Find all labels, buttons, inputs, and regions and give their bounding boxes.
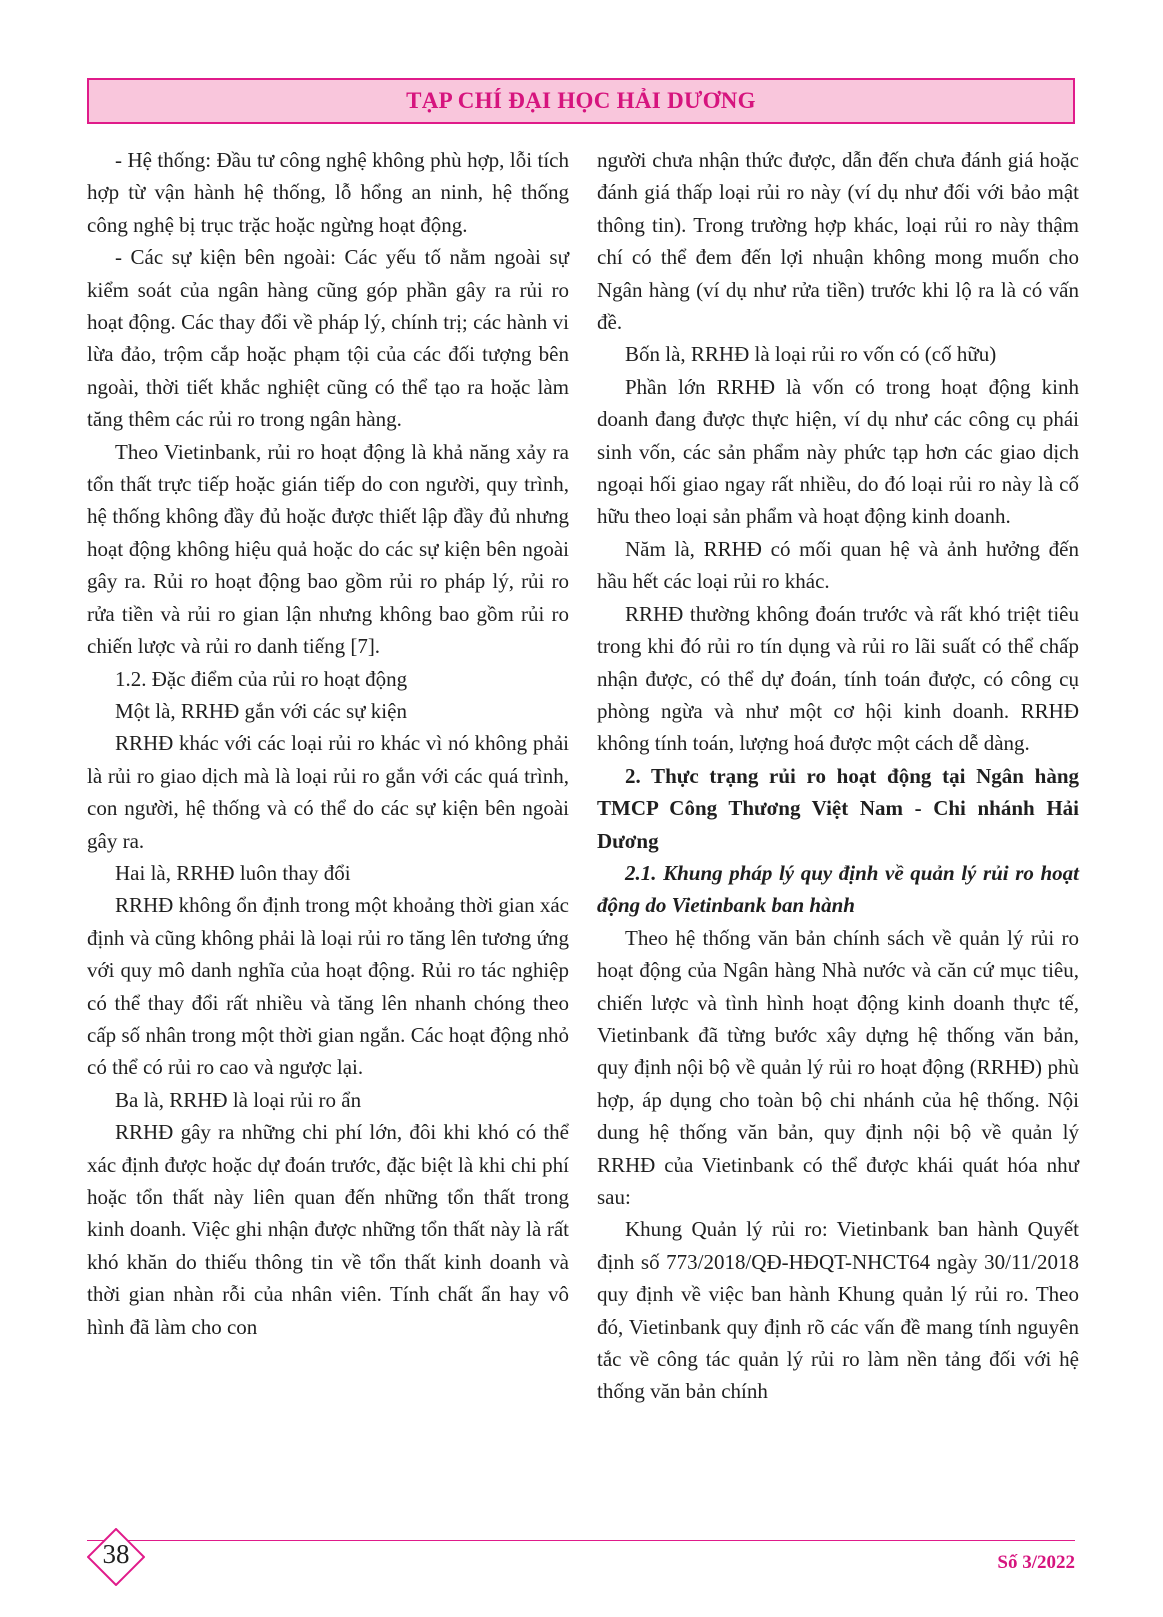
section-heading: 1.2. Đặc điểm của rủi ro hoạt động <box>115 666 408 691</box>
paragraph: Năm là, RRHĐ có mối quan hệ và ảnh hưởng đến hầu hết các loại rủi ro khác. <box>597 536 1079 594</box>
paragraph: Bốn là, RRHĐ là loại rủi ro vốn có (cố hữu) <box>625 342 997 367</box>
journal-header-band <box>87 78 1075 124</box>
paragraph: RRHĐ không ổn định trong một khoảng thời gian xác định và cũng không phải là loại rủi ro tăng lên tương ứng với quy mô danh nghĩa của hoạt động. Rủi ro tác nghiệp có thể thay đổi rất nhiều và tăng lên nhanh chóng theo cấp số nhân trong một thời gian ngắn. Các hoạt động nhỏ có thể có rủi ro cao và ngược lại. <box>87 893 569 1080</box>
footer-rule <box>87 1540 1075 1541</box>
section-heading: 2. Thực trạng rủi ro hoạt động tại Ngân hàng TMCP Công Thương Việt Nam - Chi nhánh Hải Dương <box>597 763 1079 853</box>
paragraph: Một là, RRHĐ gắn với các sự kiện <box>115 698 407 723</box>
paragraph: Theo Vietinbank, rủi ro hoạt động là khả năng xảy ra tổn thất trực tiếp hoặc gián tiếp do con người, quy trình, hệ thống không đầy đủ hoặc được thiết lập đầy đủ nhưng hoạt động không hiệu quả hoặc do các sự kiện bên ngoài gây ra. Rủi ro hoạt động bao gồm rủi ro pháp lý, rủi ro rửa tiền và rủi ro gian lận nhưng không bao gồm rủi ro chiến lược và rủi ro danh tiếng [7]. <box>87 439 569 659</box>
paragraph: Hai là, RRHĐ luôn thay đổi <box>115 860 351 885</box>
issue-label: Số 3/2022 <box>997 1552 1075 1573</box>
paragraph: - Các sự kiện bên ngoài: Các yếu tố nằm ngoài sự kiểm soát của ngân hàng cũng góp phần gây ra rủi ro hoạt động. Các thay đổi về pháp lý, chính trị; các hành vi lừa đảo, trộm cắp hoặc phạm tội của các đối tượng bên ngoài, thời tiết khắc nghiệt cũng có thể tạo ra hoặc làm tăng thêm các rủi ro trong ngân hàng. <box>87 245 569 432</box>
paragraph: RRHĐ gây ra những chi phí lớn, đôi khi khó có thể xác định được hoặc dự đoán trước, đặc biệt là khi chi phí hoặc tổn thất này liên quan đến những tổn thất trong kinh doanh. Việc ghi nhận được những tổn thất này là rất khó khăn do thiếu thông tin về tổn thất kinh doanh và thời gian nhàn rỗi của nhân viên. Tính chất ẩn hay vô hình đã làm cho con <box>87 1120 569 1339</box>
paragraph: Theo hệ thống văn bản chính sách về quản lý rủi ro hoạt động của Ngân hàng Nhà nước và căn cứ mục tiêu, chiến lược và tình hình hoạt động kinh doanh thực tế, Vietinbank đã từng bước xây dựng hệ thống văn bản, quy định nội bộ về quản lý rủi ro hoạt động (RRHĐ) phù hợp, áp dụng cho toàn bộ chi nhánh của hệ thống. Nội dung hệ thống văn bản, quy định nội bộ về quản lý RRHĐ của Vietinbank có thể được khái quát hóa như sau: <box>597 925 1079 1209</box>
paragraph: Phần lớn RRHĐ là vốn có trong hoạt động kinh doanh đang được thực hiện, ví dụ như các công cụ phái sinh vốn, các sản phẩm này phức tạp hơn các giao dịch ngoại hối giao ngay rất nhiều, do đó loại rủi ro này là cố hữu theo loại sản phẩm và hoạt động kinh doanh. <box>597 374 1079 529</box>
right-column <box>597 144 1079 1408</box>
paragraph: Ba là, RRHĐ là loại rủi ro ẩn <box>115 1087 362 1112</box>
subsection-heading: 2.1. Khung pháp lý quy định về quản lý rủi ro hoạt động do Vietinbank ban hành <box>597 860 1079 918</box>
paragraph: Khung Quản lý rủi ro: Vietinbank ban hành Quyết định số 773/2018/QĐ-HĐQT-NHCT64 ngày 30/11/2018 quy định về việc ban hành Khung quản lý rủi ro. Theo đó, Vietinbank quy định rõ các vấn đề mang tính nguyên tắc về công tác quản lý rủi ro làm nền tảng đối với hệ thống văn bản chính <box>597 1217 1079 1404</box>
left-column <box>87 144 569 1343</box>
paragraph: RRHĐ thường không đoán trước và rất khó triệt tiêu trong khi đó rủi ro tín dụng và rủi ro lãi suất có thể chấp nhận được, có thể dự đoán, tính toán được, có công cụ phòng ngừa và như một cơ hội kinh doanh. RRHĐ không tính toán, lượng hoá được một cách dễ dàng. <box>597 601 1079 756</box>
page-number: 38 <box>102 1539 130 1569</box>
paragraph: người chưa nhận thức được, dẫn đến chưa đánh giá hoặc đánh giá thấp loại rủi ro này (ví dụ như đối với bảo mật thông tin). Trong trường hợp khác, loại rủi ro này thậm chí có thể đem đến lợi nhuận không mong muốn cho Ngân hàng (ví dụ như rửa tiền) trước khi lộ ra là có vấn đề. <box>597 148 1079 335</box>
journal-title: TẠP CHÍ ĐẠI HỌC HẢI DƯƠNG <box>406 88 756 113</box>
paragraph: - Hệ thống: Đầu tư công nghệ không phù hợp, lỗi tích hợp từ vận hành hệ thống, lỗ hổng an ninh, hệ thống công nghệ bị trục trặc hoặc ngừng hoạt động. <box>87 148 569 237</box>
paragraph: RRHĐ khác với các loại rủi ro khác vì nó không phải là rủi ro giao dịch mà là loại rủi ro gắn với các quá trình, con người, hệ thống và có thể do các sự kiện bên ngoài gây ra. <box>87 731 569 853</box>
